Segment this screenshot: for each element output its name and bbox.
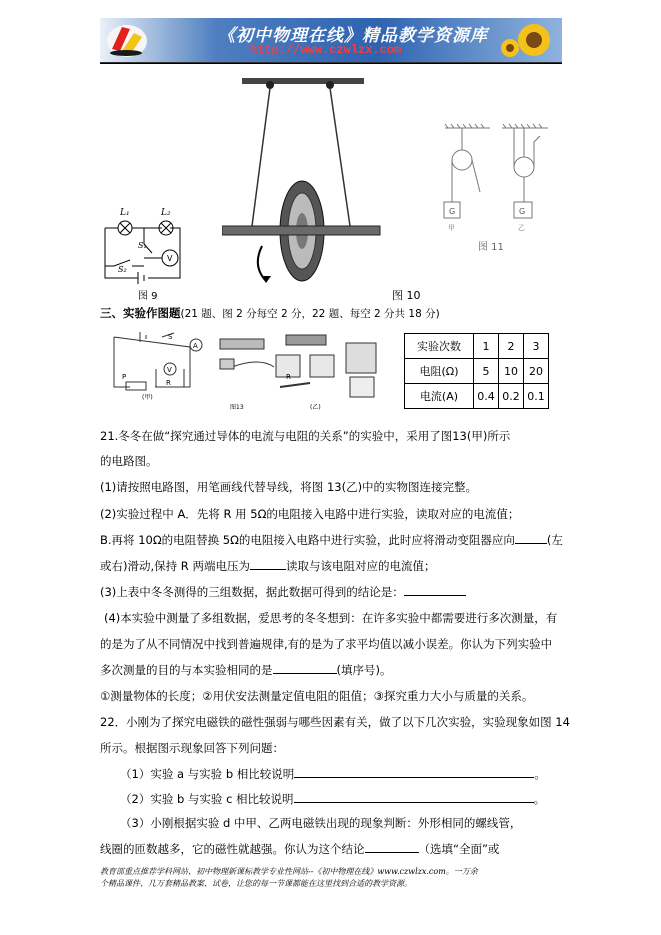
answer-blank[interactable] [404,583,466,596]
q21-part4: (4)本实验中测量了多组数据，爱思考的冬冬想到：在许多实验中都需要进行多次测量，有 [104,611,558,625]
label-r: R [166,379,171,387]
answer-blank[interactable] [250,557,286,570]
label-s1: S₁ [138,241,147,250]
q22-sub3b-tail: （选填“全面”或 [418,842,500,856]
table-cell: 20 [524,359,549,384]
q22-sub3b-text: 线圈的匝数越多，它的磁性就越强。你认为这个结论 [100,842,365,856]
table-cell: 2 [499,334,524,359]
q21-part4c [100,661,391,678]
q21-part2c-text: 或右)滑动,保持 R 两端电压为 [100,559,250,573]
label-v2: V [167,366,172,374]
q21-part4c-tail: (填序号)。 [336,663,392,677]
table-cell: 3 [524,334,549,359]
figure-10-wheel [222,76,382,286]
q22-sub3b [100,840,499,857]
q22-sub1-end: 。 [534,767,546,781]
figure-10-caption: 图 10 [392,289,421,302]
label-g-jia: G [449,207,456,216]
q22-sub3: （3）小刚根据实验 d 中甲、乙两电磁铁出现的现象判断：外形相同的螺线管， [120,816,522,830]
label-yi: 乙 [518,224,525,232]
q21-options: ①测量物体的长度；②用伏安法测量定值电阻的阻值；③探究重力大小与质量的关系。 [100,689,534,703]
label-v: V [167,254,173,263]
sunflower-icon [500,18,562,62]
figure-11-pulleys [440,122,552,257]
table-cell: 实验次数 [405,334,474,359]
footer-line2: 个精品课件、几万套精品教案、试卷，让您的每一节课都能在这里找到合适的教学资源。 [100,879,412,888]
header-title: 《初中物理在线》精品教学资源库 [218,26,488,46]
table-cell: 0.1 [524,384,549,409]
q22-sub2-end: 。 [533,792,546,806]
answer-blank[interactable] [365,840,419,853]
label-yi-13: (乙) [310,404,321,411]
header-banner [100,18,562,63]
q21-part4b: 的是为了从不同情况中找到普遍规律,有的是为了求平均值以减小误差。你认为下列实验中 [100,637,553,651]
q21-part2b-tail: (左 [546,533,563,547]
answer-blank[interactable] [515,531,547,544]
label-s: S [168,333,173,341]
q21-line1: 21.冬冬在做“探究通过导体的电流与电阻的关系”的实验中，采用了图13(甲)所示 [100,429,511,443]
label-l2: L₂ [161,208,171,218]
q21-part1: (1)请按照电路图，用笔画线代替导线，将图 13(乙)中的实物图连接完整。 [100,480,478,494]
label-jia-13: (甲) [142,394,153,401]
q21-part4c-text: 多次测量的目的与本实验相同的是 [100,663,273,677]
footer-line1: 教育部重点推荐学科网站、初中物理新课标教学专业性网站--《初中物理在线》www.czwlzx.com。一万余 [100,867,478,876]
table-row [405,384,549,409]
table-cell: 0.4 [474,384,499,409]
table-row [405,334,549,359]
logo-icon [104,21,150,59]
figure-13-caption: 图13 [230,404,244,411]
figure-13-circuits [100,327,392,417]
q22-line1: 22．小刚为了探究电磁铁的磁性强弱与哪些因素有关，做了以下几次实验，实验现象如图 14 [100,715,570,729]
q22-sub2-text: （2）实验 b 与实验 c 相比较说明 [120,792,294,806]
table-cell: 1 [474,334,499,359]
table-cell: 电阻(Ω) [405,359,474,384]
q22-sub1-text: （1）实验 a 与实验 b 相比较说明 [120,767,295,781]
label-p: P [122,373,127,381]
q22-line2: 所示。根据图示现象回答下列问题： [100,741,284,755]
q21-part2b [100,531,563,548]
label-g-yi: G [519,207,526,216]
section-3-title: 三、实验作图题 [100,306,181,320]
q21-part2c-tail: 读取与该电阻对应的电流值； [285,559,436,573]
table-cell: 5 [474,359,499,384]
table-cell: 电流(A) [405,384,474,409]
label-l1: L₁ [120,208,130,218]
q21-part2: (2)实验过程中 A．先将 R 用 5Ω的电阻接入电路中进行实验，读取对应的电流值； [100,507,520,521]
section-3-note: (21 题、图 2 分每空 2 分，22 题、每空 2 分共 18 分) [180,308,440,320]
table-cell: 0.2 [499,384,524,409]
figure-11-caption: 图 11 [478,242,504,253]
q21-part3 [100,583,466,600]
q22-sub2 [120,790,545,807]
experiment-table [404,333,549,409]
answer-blank[interactable] [294,765,534,778]
q21-line2: 的电路图。 [100,454,158,468]
answer-blank[interactable] [294,790,534,803]
label-s2: S₂ [118,265,127,274]
q21-part2b-text: B.再将 10Ω的电阻替换 5Ω的电阻接入电路中进行实验，此时应将滑动变阻器应向 [100,533,515,547]
label-a: A [193,342,198,350]
q21-part3-text: (3)上表中冬冬测得的三组数据，据此数据可得到的结论是： [100,585,404,599]
q21-part2c [100,557,435,574]
section-3-heading [100,305,440,322]
label-jia: 甲 [448,224,455,232]
answer-blank[interactable] [273,661,337,674]
header-url: http://www.czwlzx.com [250,43,402,57]
figure-9-circuit [100,198,190,290]
figure-9-caption: 图 9 [138,291,158,302]
header-rule [100,63,562,64]
label-r2: R [286,373,291,381]
q22-sub1 [120,765,546,782]
table-row [405,359,549,384]
table-cell: 10 [499,359,524,384]
